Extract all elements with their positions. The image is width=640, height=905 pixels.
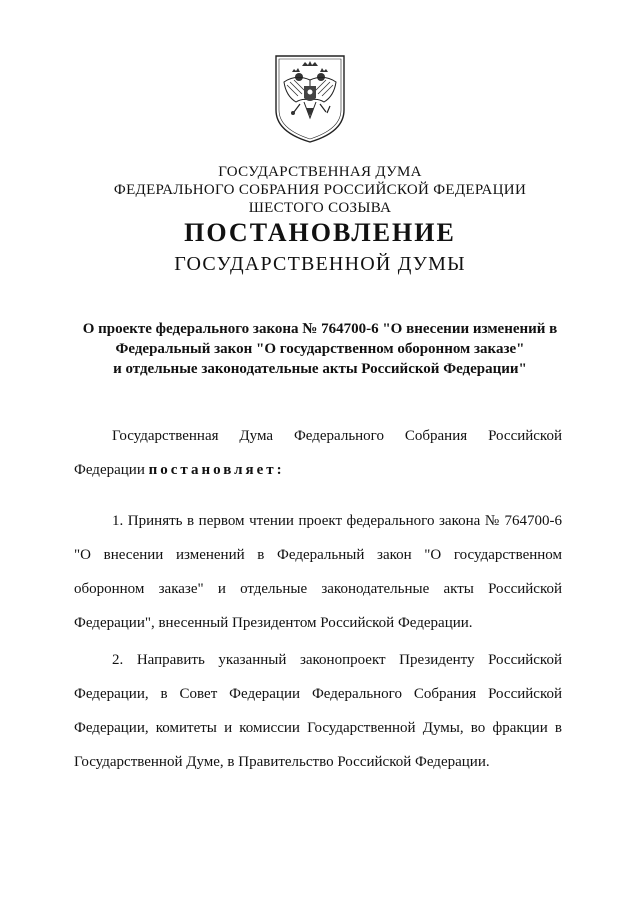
header-line-1: ГОСУДАРСТВЕННАЯ ДУМА xyxy=(218,164,422,180)
item-1-line-3: оборонном заказе" и отдельные законодательные акты Российской xyxy=(74,581,562,597)
document-subtitle: ГОСУДАРСТВЕННОЙ ДУМЫ xyxy=(174,253,466,275)
document-title: ПОСТАНОВЛЕНИЕ xyxy=(184,218,456,247)
subject-line-1: О проекте федерального закона № 764700-6 "О внесении изменений в xyxy=(82,321,558,337)
item-1-paragraph xyxy=(74,504,562,640)
item-2-line-3: Федерации, комитеты и комиссии Государственной Думы, во фракции в xyxy=(74,720,562,736)
header-line-3: ШЕСТОГО СОЗЫВА xyxy=(248,200,392,216)
header-line-2: ФЕДЕРАЛЬНОГО СОБРАНИЯ РОССИЙСКОЙ ФЕДЕРАЦИИ xyxy=(113,182,527,198)
item-2-line-4: Государственной Думе, в Правительство Российской Федерации. xyxy=(74,754,490,770)
intro-paragraph xyxy=(74,419,562,487)
intro-line-2 xyxy=(74,453,562,487)
intro-line-1: Государственная Дума Федерального Собрания Российской xyxy=(112,428,562,444)
item-1-line-4: Федерации", внесенный Президентом Российской Федерации. xyxy=(74,615,473,631)
item-2-line-1: 2. Направить указанный законопроект Президенту Российской xyxy=(112,652,562,668)
item-2-line-2: Федерации, в Совет Федерации Федерального Собрания Российской xyxy=(74,686,562,702)
subject-line-2: Федеральный закон "О государственном оборонном заказе" xyxy=(115,341,525,357)
item-1-line-2: "О внесении изменений в Федеральный закон "О государственном xyxy=(74,547,562,563)
item-2-paragraph xyxy=(74,643,562,779)
intro-line-2-prefix: Федерации xyxy=(74,462,149,478)
item-1-line-1: 1. Принять в первом чтении проект федерального закона № 764700-6 xyxy=(112,513,562,529)
subject-line-3: и отдельные законодательные акты Российской Федерации" xyxy=(113,361,527,377)
coat-of-arms-emblem xyxy=(272,52,348,144)
resolution-verb: постановляет: xyxy=(148,462,285,478)
